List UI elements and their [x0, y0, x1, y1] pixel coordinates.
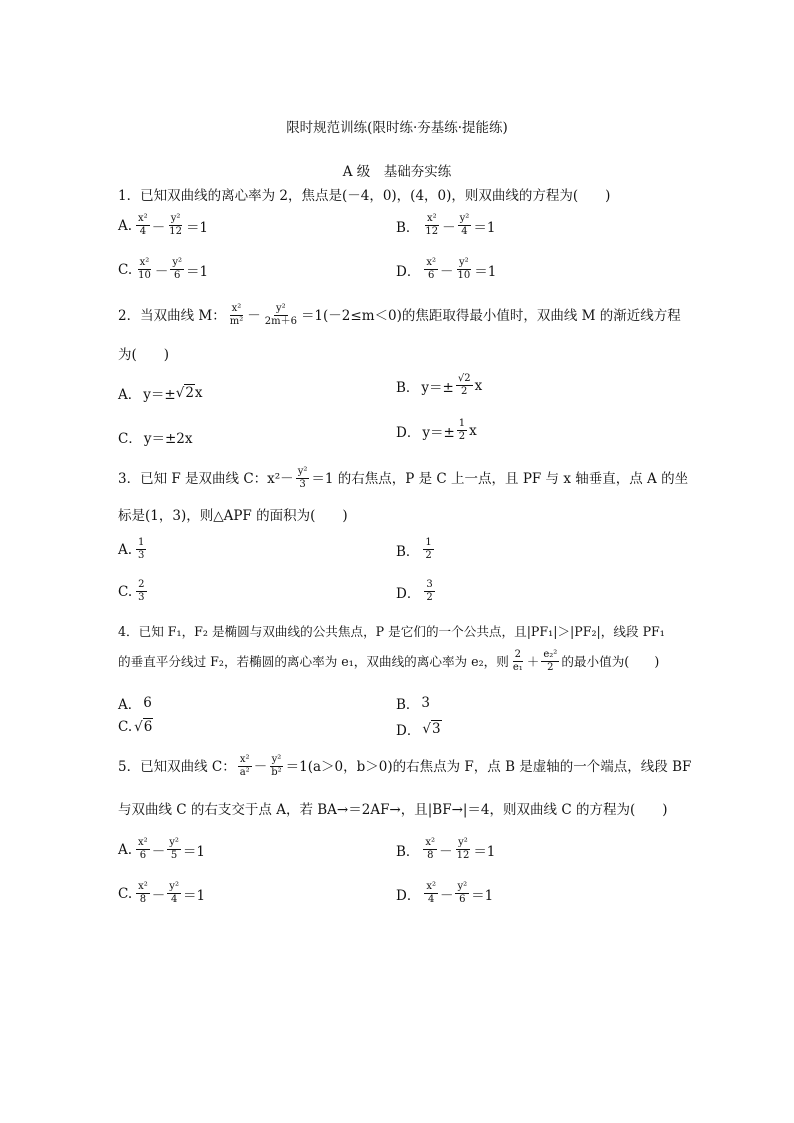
question-4-stem: 4．已知 F₁，F₂ 是椭圆与双曲线的公共焦点，P 是它们的一个公共点，且|PF₁|＞|PF₂|，线段 PF₁ — [118, 624, 665, 639]
q1-option-d[interactable]: D． $\frac{\text{x²}}{6}$ － $\frac{\text{y²}}{10}$ ＝1 — [396, 257, 497, 281]
q4-option-c[interactable]: C. √6 — [118, 719, 153, 735]
question-5-stem-continued: 与双曲线 C 的右支交于点 A，若 BA→＝2AF→，且|BF→|＝4，则双曲线 C 的方程为( ) — [118, 802, 668, 818]
q4-option-a[interactable]: A． 6 — [118, 695, 152, 713]
q2-option-a[interactable]: A． y＝± √2 x — [118, 385, 203, 403]
q4-option-b[interactable]: B． 3 — [396, 695, 431, 713]
q3-option-b[interactable]: B． $\frac{1}{2}$ — [396, 537, 432, 561]
sqrt-symbol: √2 — [175, 385, 194, 401]
q3-option-c[interactable]: C. $\frac{2}{3}$ — [118, 579, 145, 603]
section-heading: A 级 基础夯实练 — [342, 164, 452, 180]
q3-option-a[interactable]: A. $\frac{1}{3}$ — [118, 537, 145, 561]
q5-option-d[interactable]: D． $\frac{\text{x²}}{4}$ － $\frac{\text{y²}}{6}$ ＝1 — [396, 881, 494, 905]
q5-option-c[interactable]: C. $\frac{\text{x²}}{8}$ － $\frac{\text{y²}}{4}$ ＝1 — [118, 881, 206, 905]
q2-option-b[interactable]: B． y＝± $\frac{√2}{2}$ x — [396, 373, 483, 397]
question-2-stem-continued: 为( ) — [118, 347, 170, 363]
q2-option-c[interactable]: C． y＝±2x — [118, 431, 193, 447]
question-3-stem-continued: 标是(1，3)，则△APF 的面积为( ) — [118, 508, 348, 524]
question-4-stem-continued: 的垂直平分线过 F₂，若椭圆的离心率为 e₁，双曲线的离心率为 e₂，则 $\frac{2}{\text{e₁}}$ ＋ $\frac{\text{e₂²}}{2}$ 的最小值为( ) — [118, 649, 660, 673]
sqrt-symbol: √6 — [134, 719, 153, 735]
question-2-stem: 2．当双曲线 M： $\frac{\text{x²}}{\text{m²}}$ － $\frac{\text{y²}}{2m+6}$ ＝1(－2≤m＜0)的焦距取得最小值时，双曲线 M 的渐近线方程 — [118, 303, 681, 327]
question-3-stem: 3．已知 F 是双曲线 C：x²－ $\frac{\text{y²}}{3}$ ＝1 的右焦点，P 是 C 上一点，且 PF 与 x 轴垂直，点 A 的坐 — [118, 466, 689, 490]
q4-option-d[interactable]: D． √3 — [396, 721, 441, 739]
page-title: 限时规范训练(限时练·夯基练·提能练) — [286, 120, 508, 136]
q1-option-c[interactable]: C. $\frac{\text{x²}}{10}$ － $\frac{\text{y²}}{6}$ ＝1 — [118, 257, 209, 281]
sqrt-symbol: √3 — [422, 721, 441, 737]
question-1-stem: 1．已知双曲线的离心率为 2，焦点是(－4，0)，(4，0)，则双曲线的方程为( ) — [118, 188, 611, 204]
q5-option-b[interactable]: B． $\frac{\text{x²}}{8}$ － $\frac{\text{y²}}{12}$ ＝1 — [396, 837, 496, 861]
question-5-stem: 5．已知双曲线 C： $\frac{\text{x²}}{\text{a²}}$ － $\frac{\text{y²}}{\text{b²}}$ ＝1(a＞0，b＞0)的右焦点为 F，点 B 是虚轴的一个端点，线段 BF — [118, 754, 692, 778]
q3-option-d[interactable]: D． $\frac{3}{2}$ — [396, 579, 433, 603]
q2-option-d[interactable]: D． y＝± $\frac{1}{2}$ x — [396, 418, 477, 442]
q1-option-b[interactable]: B． $\frac{\text{x²}}{12}$ － $\frac{\text{y²}}{4}$ ＝1 — [396, 213, 496, 237]
q5-option-a[interactable]: A. $\frac{\text{x²}}{6}$ － $\frac{\text{y²}}{5}$ ＝1 — [118, 837, 205, 861]
q1-option-a[interactable]: A. $\frac{\text{x²}}{4}$ － $\frac{\text{y²}}{12}$ ＝1 — [118, 213, 209, 237]
